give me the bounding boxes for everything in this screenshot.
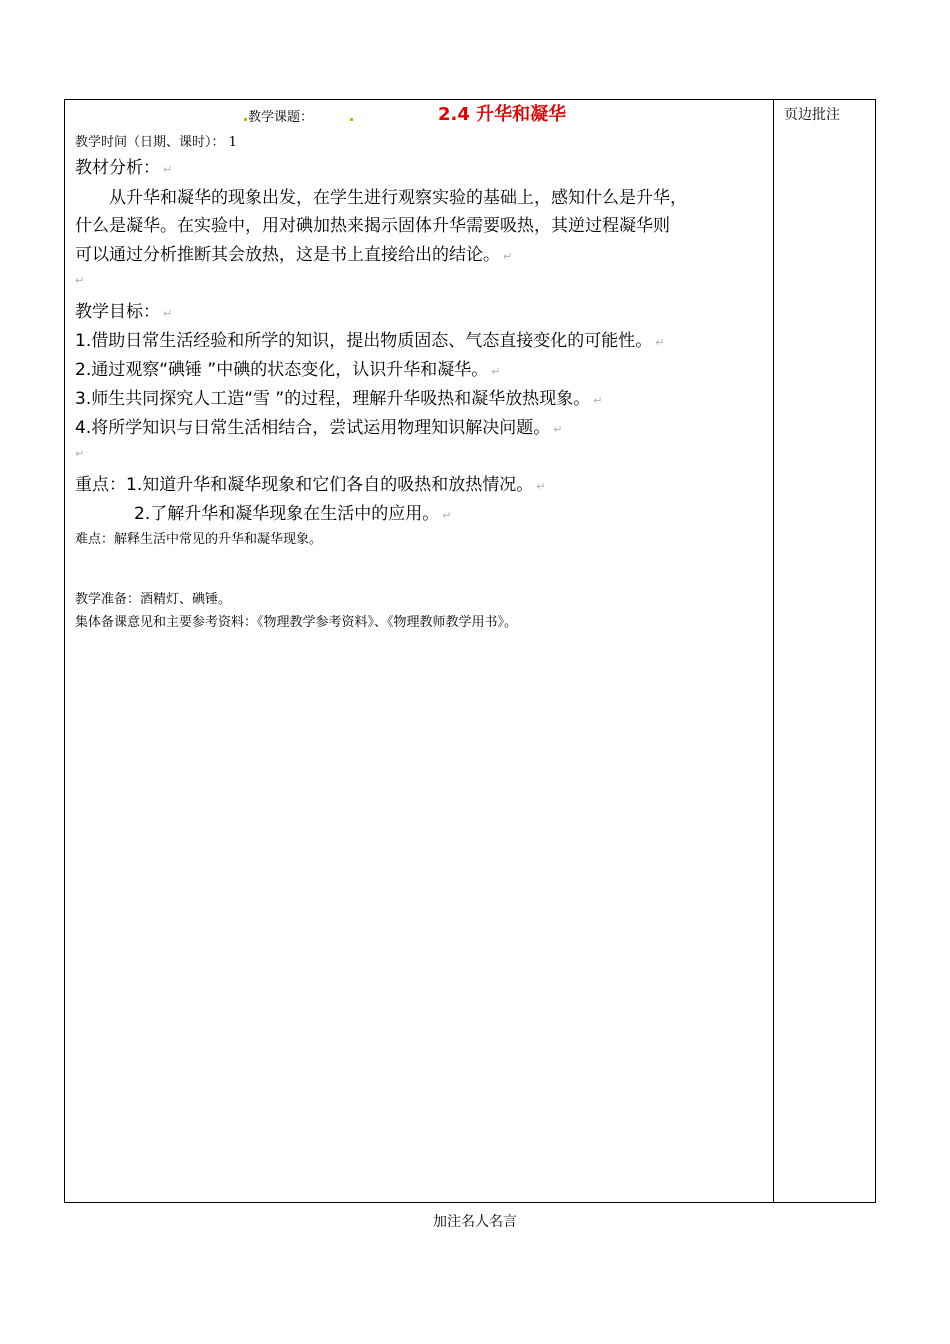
lesson-plan-table [64, 99, 876, 1203]
key-points-line-wrap [75, 470, 545, 495]
teaching-time: 教学时间（日期、课时）： 1 [75, 135, 237, 150]
difficulty-line: 难点：解释生活中常见的升华和凝华现象。 [75, 532, 323, 547]
preparation-line: 教学准备：酒精灯、碘锤。 [75, 592, 232, 607]
key-points-line: 2.了解升华和凝华现象在生活中的应用。 [134, 504, 440, 524]
paragraph-mark: ↵ [491, 365, 501, 378]
references-line: 集体备课意见和主要参考资料：《物理教学参考资料》、《物理教师教学用书》。 [75, 615, 518, 630]
paragraph-mark: ↵ [163, 163, 173, 176]
paragraph-mark: ↵ [593, 394, 603, 407]
paragraph-mark: ↵ [442, 509, 452, 522]
paragraph-mark: ↵ [655, 336, 665, 349]
analysis-line: 从升华和凝华的现象出发，在学生进行观察实验的基础上，感知什么是升华， [109, 188, 687, 208]
key-points-line: 重点：1.知道升华和凝华现象和它们各自的吸热和放热情况。 [75, 475, 534, 495]
paragraph-mark: ↵ [553, 423, 563, 436]
objective-item: 4.将所学知识与日常生活相结合，尝试运用物理知识解决问题。 [75, 418, 551, 438]
topic-label-wrap [244, 106, 313, 125]
footer-note: 加注名人名言 [433, 1214, 517, 1230]
analysis-heading-wrap [75, 153, 172, 178]
paragraph-mark: ↵ [163, 307, 173, 320]
main-content-cell [65, 100, 774, 1202]
objectives-heading-wrap [75, 297, 172, 322]
margin-notes-cell [774, 100, 875, 1202]
paragraph-mark: ↵ [503, 250, 513, 263]
lesson-title: 2.4 升华和凝华 [438, 104, 567, 125]
objective-item: 1.借助日常生活经验和所学的知识，提出物质固态、气态直接变化的可能性。 [75, 331, 653, 351]
objectives-heading: 教学目标： [75, 302, 160, 322]
marker-dot [244, 118, 247, 121]
analysis-line: 可以通过分析推断其会放热，这是书上直接给出的结论。 [75, 245, 500, 265]
analysis-line: 什么是凝华。在实验中，用对碘加热来揭示固体升华需要吸热，其逆过程凝华则 [75, 216, 670, 236]
key-points-line-wrap [134, 499, 451, 524]
objective-item: 2.通过观察“碘锤 ”中碘的状态变化，认识升华和凝华。 [75, 360, 489, 380]
analysis-heading: 教材分析： [75, 158, 160, 178]
paragraph-mark: ↵ [75, 274, 85, 287]
objective-item: 3.师生共同探究人工造“雪 ”的过程，理解升华吸热和凝华放热现象。 [75, 389, 591, 409]
topic-label: 教学课题： [248, 110, 314, 125]
objective-item-wrap [75, 326, 664, 351]
objective-item-wrap [75, 413, 562, 438]
objective-item-wrap [75, 355, 500, 380]
objective-item-wrap [75, 384, 602, 409]
paragraph-mark: ↵ [75, 447, 85, 460]
marker-dot [350, 118, 353, 121]
analysis-line-wrap [75, 240, 512, 265]
paragraph-mark: ↵ [536, 480, 546, 493]
margin-notes-label: 页边批注 [784, 107, 840, 123]
